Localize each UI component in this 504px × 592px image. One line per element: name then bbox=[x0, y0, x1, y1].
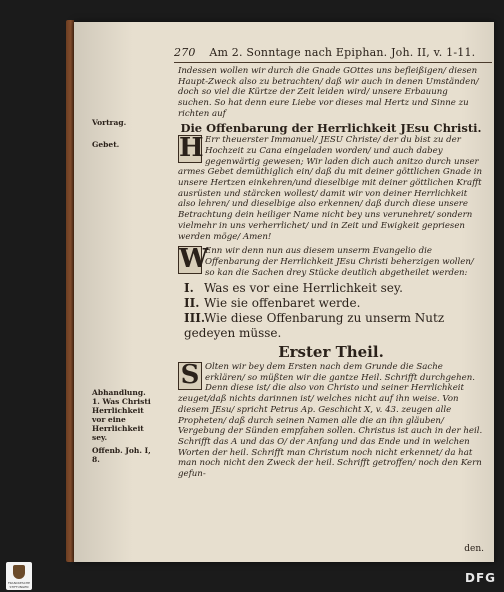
franckesche-stiftungen-logo bbox=[6, 562, 32, 590]
heading-offenbarung: Die Offenbarung der Herrlichkeit JEsu Christi. bbox=[180, 120, 482, 135]
crest-icon bbox=[13, 565, 25, 579]
drop-cap-h: H bbox=[179, 133, 204, 164]
prayer-paragraph bbox=[178, 135, 484, 242]
margin-note-offenb: Offenb. Joh. I, 8. bbox=[92, 446, 151, 464]
list-item: I. Was es vor eine Herrlichkeit sey. bbox=[184, 281, 403, 296]
margin-note-gebet: Gebet. bbox=[92, 140, 120, 149]
drop-cap-w: W bbox=[179, 244, 209, 275]
list-item: III.Wie diese Offenbarung zu unserm Nutz gedeyen müsse. bbox=[184, 311, 445, 341]
page-number: 270 bbox=[174, 46, 196, 59]
division-text: Enn wir denn nun aus diesem unserm Evangelio die Offenbarung der Herrlichkeit JEsu Christi beherzigen wollen/ so kan die Sachen drey Stücke deutlich abgetheilet werden: bbox=[205, 246, 474, 278]
division-paragraph bbox=[178, 246, 484, 278]
margin-note-abhandlung: Abhandlung. 1. Was Christi Herrlichkeit vor eine Herrlichkeit sey. bbox=[92, 388, 151, 442]
page-body bbox=[178, 66, 484, 480]
list-item: II. Wie sie offenbaret werde. bbox=[184, 296, 361, 311]
first-part-paragraph bbox=[178, 362, 484, 480]
intro-paragraph: Indessen wollen wir durch die Gnade GOttes uns befleißigen/ diesen Haupt-Zweck also zu betrachten/ daß wir auch in denen Umständen/ doch so viel die Kürtze der Zeit leiden wird/ unsere Erbauung suchen. So hat denn eure Liebe vor dieses mal Hertz und Sinne zu richten auf bbox=[178, 66, 479, 119]
book-edge bbox=[66, 20, 74, 562]
section-title: Erster Theil. bbox=[278, 343, 384, 362]
header-rule bbox=[174, 62, 492, 63]
dfg-logo: DFG bbox=[464, 571, 496, 585]
catchword: den. bbox=[464, 544, 484, 554]
drop-cap-s: S bbox=[178, 362, 202, 390]
parts-list bbox=[184, 281, 484, 341]
first-part-text: Olten wir bey dem Ersten nach dem Grunde die Sache erklären/ so müßten wir die gantze Heil. Schrifft durchgehen. Denn diese ist/ die also von Christo und seiner Herrlichkeit zeuget/daß nichts darinnen ist/ welches nicht auf ihn weise. Von diesem JEsu/ spricht Petrus Ap. Geschicht X, v. 43. zeugen alle Propheten/ daß durch seinen Namen alle die an ihn gläuben/ Vergebung der Sünden empfahen sollen. Christus ist auch in der heil. Schrifft das A und das O/ der Anfang und das Ende und in welchen Worten der heil. Schrifft man Christum noch nicht erkennet/ da hat man noch nicht den Zweck der heil. Schrifft getroffen/ noch den Kern gefun- bbox=[178, 362, 483, 480]
running-header bbox=[174, 46, 492, 59]
running-title: Am 2. Sonntage nach Epiphan. Joh. II, v. 1-11. bbox=[209, 46, 476, 59]
margin-note-vortrag: Vortrag. bbox=[92, 118, 127, 127]
book-page bbox=[74, 22, 494, 562]
logo-left-text: FRANCKESCHE STIFTUNGEN bbox=[7, 581, 31, 589]
prayer-text: Err theuerster Immanuel/ JESU Christe/ der du bist zu der Hochzeit zu Cana eingeladen worden/ und auch dabey gegenwärtig gewesen; Wir laden dich auch anitzo durch unser armes Gebet demüthiglich ein/ daß du mit deiner göttlichen Gnade in unsere Hertzen einkehren/und dieselbige mit deiner göttlichen Krafft ausrüsten und stärcken wollest/ damit wir von deiner Herrlichkeit also lehren/ und dieselbige also erkennen/ daß durch diese unsere Betrachtung dein heiliger Name nicht bey uns verunehret/ sondern vielmehr in uns verherrlichet/ und in Zeit und Ewigkeit gepriesen werden möge/ Amen! bbox=[178, 135, 483, 242]
